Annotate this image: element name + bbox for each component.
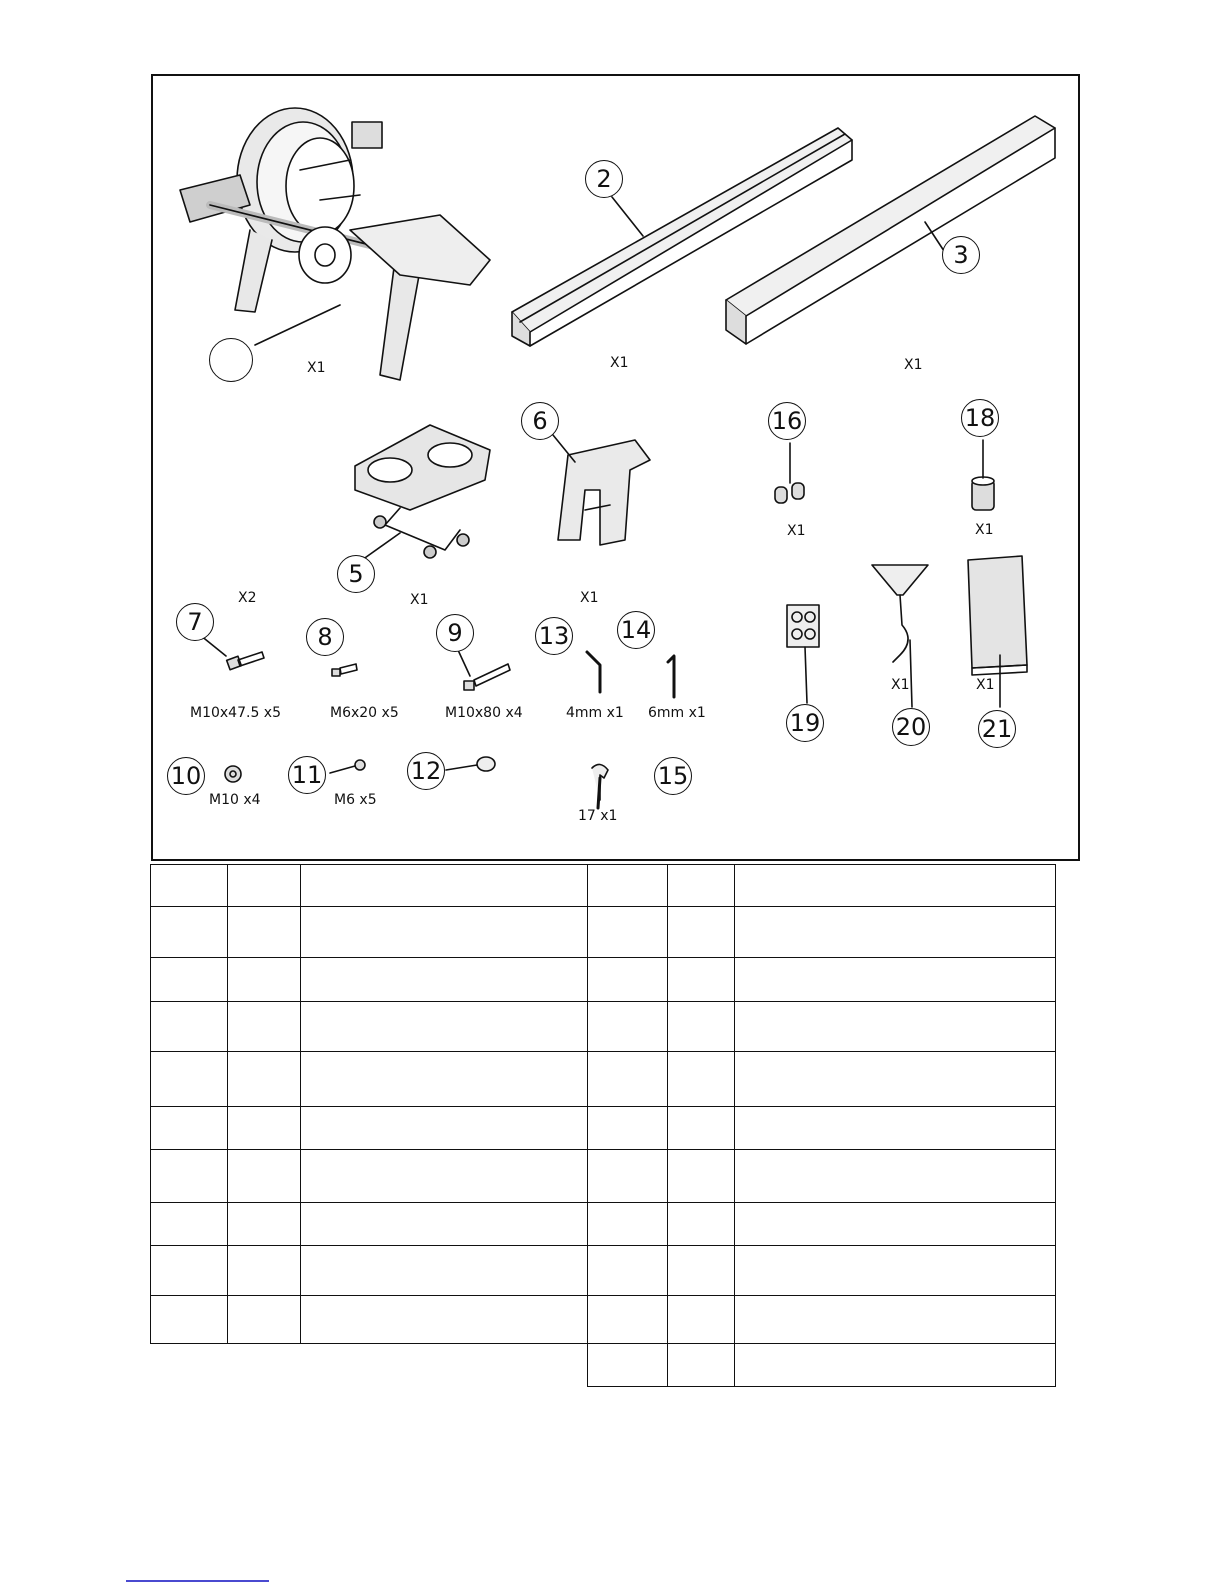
table-row — [588, 1203, 1056, 1246]
bracket-6-drawing — [558, 440, 650, 545]
bolt-7-size-label: M10x47.5 x5 — [190, 705, 281, 721]
callout-8: 8 — [306, 618, 344, 656]
leader-line-5 — [362, 533, 400, 560]
part-18-drawing — [972, 477, 994, 510]
leader-line-19 — [805, 647, 807, 703]
callout-5: 5 — [337, 555, 375, 593]
footnote-separator — [126, 1580, 269, 1582]
bolt-8-drawing — [332, 664, 357, 676]
table-row — [151, 1203, 588, 1246]
callout-10: 10 — [167, 757, 205, 795]
callout-9: 9 — [436, 614, 474, 652]
table-row — [588, 907, 1056, 958]
callout-7: 7 — [176, 603, 214, 641]
callout-21: 21 — [978, 710, 1016, 748]
callout-16: 16 — [768, 402, 806, 440]
part-21-qty-label: X1 — [976, 677, 995, 693]
rail-3-qty-label: X1 — [904, 357, 923, 373]
table-row — [588, 958, 1056, 1002]
callout-18: 18 — [961, 399, 999, 437]
x2-qty-label: X2 — [238, 590, 257, 606]
table-row — [151, 1107, 588, 1150]
table-row — [588, 1296, 1056, 1344]
callout-14: 14 — [617, 611, 655, 649]
seat-5-drawing — [355, 425, 490, 558]
washer-12-drawing — [477, 757, 495, 771]
nut-10-size-label: M10 x4 — [209, 792, 261, 808]
bolt-8-size-label: M6x20 x5 — [330, 705, 399, 721]
callout-20: 20 — [892, 708, 930, 746]
washer-11-size-label: M6 x5 — [334, 792, 377, 808]
part-19-drawing — [787, 605, 819, 647]
wrench-14-size-label: 6mm x1 — [648, 705, 706, 721]
table-row — [588, 1150, 1056, 1203]
parts-table-left — [150, 864, 588, 1344]
table-row — [151, 865, 588, 907]
part-16-qty-label: X1 — [787, 523, 806, 539]
table-row — [588, 1344, 1056, 1387]
table-row — [151, 958, 588, 1002]
callout-11: 11 — [288, 756, 326, 794]
part-20-drawing — [872, 565, 928, 662]
callout-2: 2 — [585, 160, 623, 198]
washer-11-drawing — [355, 760, 365, 770]
leader-line-2 — [612, 197, 643, 236]
table-row — [588, 865, 1056, 907]
rail-3-drawing — [726, 116, 1055, 344]
bracket-qty-label: X1 — [580, 590, 599, 606]
part-20-qty-label: X1 — [891, 677, 910, 693]
table-row — [151, 907, 588, 958]
parts-table-right — [587, 864, 1056, 1387]
wrench-13-size-label: 4mm x1 — [566, 705, 624, 721]
hexkey-13-drawing — [587, 652, 600, 692]
rail-2-drawing — [512, 128, 852, 346]
rail-2-qty-label: X1 — [610, 355, 629, 371]
bolt-9-size-label: M10x80 x4 — [445, 705, 523, 721]
part-18-qty-label: X1 — [975, 522, 994, 538]
callout-6: 6 — [521, 402, 559, 440]
seat-qty-label: X1 — [410, 592, 429, 608]
bolt-9-drawing — [464, 664, 510, 690]
callout-1 — [209, 338, 253, 382]
nut-10-drawing — [225, 766, 241, 782]
tool-15-drawing — [592, 764, 608, 808]
table-row — [151, 1246, 588, 1296]
callout-12: 12 — [407, 752, 445, 790]
bolt-7-drawing — [227, 652, 264, 670]
table-row — [588, 1002, 1056, 1052]
tool-15-size-label: 17 x1 — [578, 808, 618, 824]
table-row — [151, 1002, 588, 1052]
table-row — [151, 1150, 588, 1203]
callout-19: 19 — [786, 704, 824, 742]
table-row — [588, 1107, 1056, 1150]
leader-line-6 — [553, 435, 575, 462]
hexkey-14-drawing — [668, 656, 674, 697]
table-row — [151, 1296, 588, 1344]
part-21-drawing — [968, 556, 1027, 675]
table-row — [588, 1052, 1056, 1107]
frame-qty-label: X1 — [307, 360, 326, 376]
leader-line-9 — [458, 650, 470, 676]
leader-line-20 — [910, 640, 912, 707]
callout-15: 15 — [654, 757, 692, 795]
table-row — [151, 1052, 588, 1107]
table-row — [588, 1246, 1056, 1296]
part-16-drawing — [775, 483, 804, 503]
callout-3: 3 — [942, 236, 980, 274]
callout-13: 13 — [535, 617, 573, 655]
leader-line-1 — [255, 305, 340, 345]
